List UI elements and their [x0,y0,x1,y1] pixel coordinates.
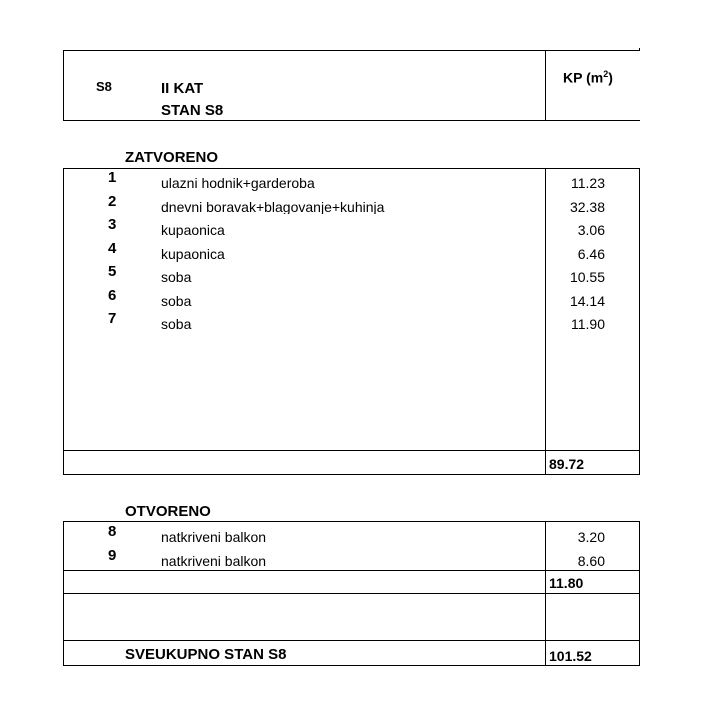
closed-left-line [63,168,64,475]
room-area: 11.23 [571,175,605,191]
closed-total-top-line [63,450,640,451]
room-area: 6.46 [577,246,605,262]
closed-section-title: ZATVORENO [125,149,219,166]
room-name: soba [161,316,192,332]
open-total-top-line [63,570,640,571]
row-number: 8 [108,523,117,540]
row-number: 4 [108,240,117,257]
closed-total-value: 89.72 [549,456,585,472]
row-number: 5 [108,263,117,280]
header-bottom-line [63,120,640,121]
row-number: 7 [108,310,117,327]
closed-top-line [63,168,640,169]
header-divider-line [545,50,546,121]
grand-total-bottom-line [63,665,640,666]
row-number: 9 [108,547,117,564]
grand-total-top-line [63,640,640,641]
header-top-line [63,50,640,51]
room-name: natkriveni balkon [161,529,267,545]
open-section-title: OTVORENO [125,503,211,520]
room-area: 3.06 [577,222,605,238]
open-total-value: 11.80 [549,575,584,591]
room-name: natkriveni balkon [161,553,267,569]
room-name: dnevni boravak+blagovanje+kuhinja [161,200,385,214]
area-column-header: KP $(m^2)$ [563,69,613,86]
closed-total-bottom-line [63,474,640,475]
room-name: ulazni hodnik+garderoba [161,175,315,191]
grand-total-value: 101.52 [549,648,592,664]
room-name: kupaonica [161,222,225,238]
unit-label: STAN S8 [161,102,224,119]
closed-right-line [639,168,640,475]
room-area: 32.38 [569,199,605,215]
room-area: 3.20 [577,529,605,545]
room-name: kupaonica [161,246,225,262]
row-number: 1 [108,169,117,186]
header-left-line [63,50,64,121]
open-top-line [63,521,640,522]
floor-label: II KAT [161,80,204,97]
room-area: 8.60 [577,553,605,569]
header-right-tick [639,48,640,51]
row-number: 2 [108,193,117,210]
unit-code: S8 [96,79,112,94]
room-area: 14.14 [569,293,605,309]
row-number: 3 [108,216,117,233]
open-total-bottom-line [63,593,640,594]
grand-total-label: SVEUKUPNO STAN S8 [125,646,287,663]
room-name: soba [161,269,192,285]
row-number: 6 [108,287,117,304]
room-area: 10.55 [569,269,605,285]
room-area: 11.90 [571,316,605,332]
room-name: soba [161,293,192,309]
